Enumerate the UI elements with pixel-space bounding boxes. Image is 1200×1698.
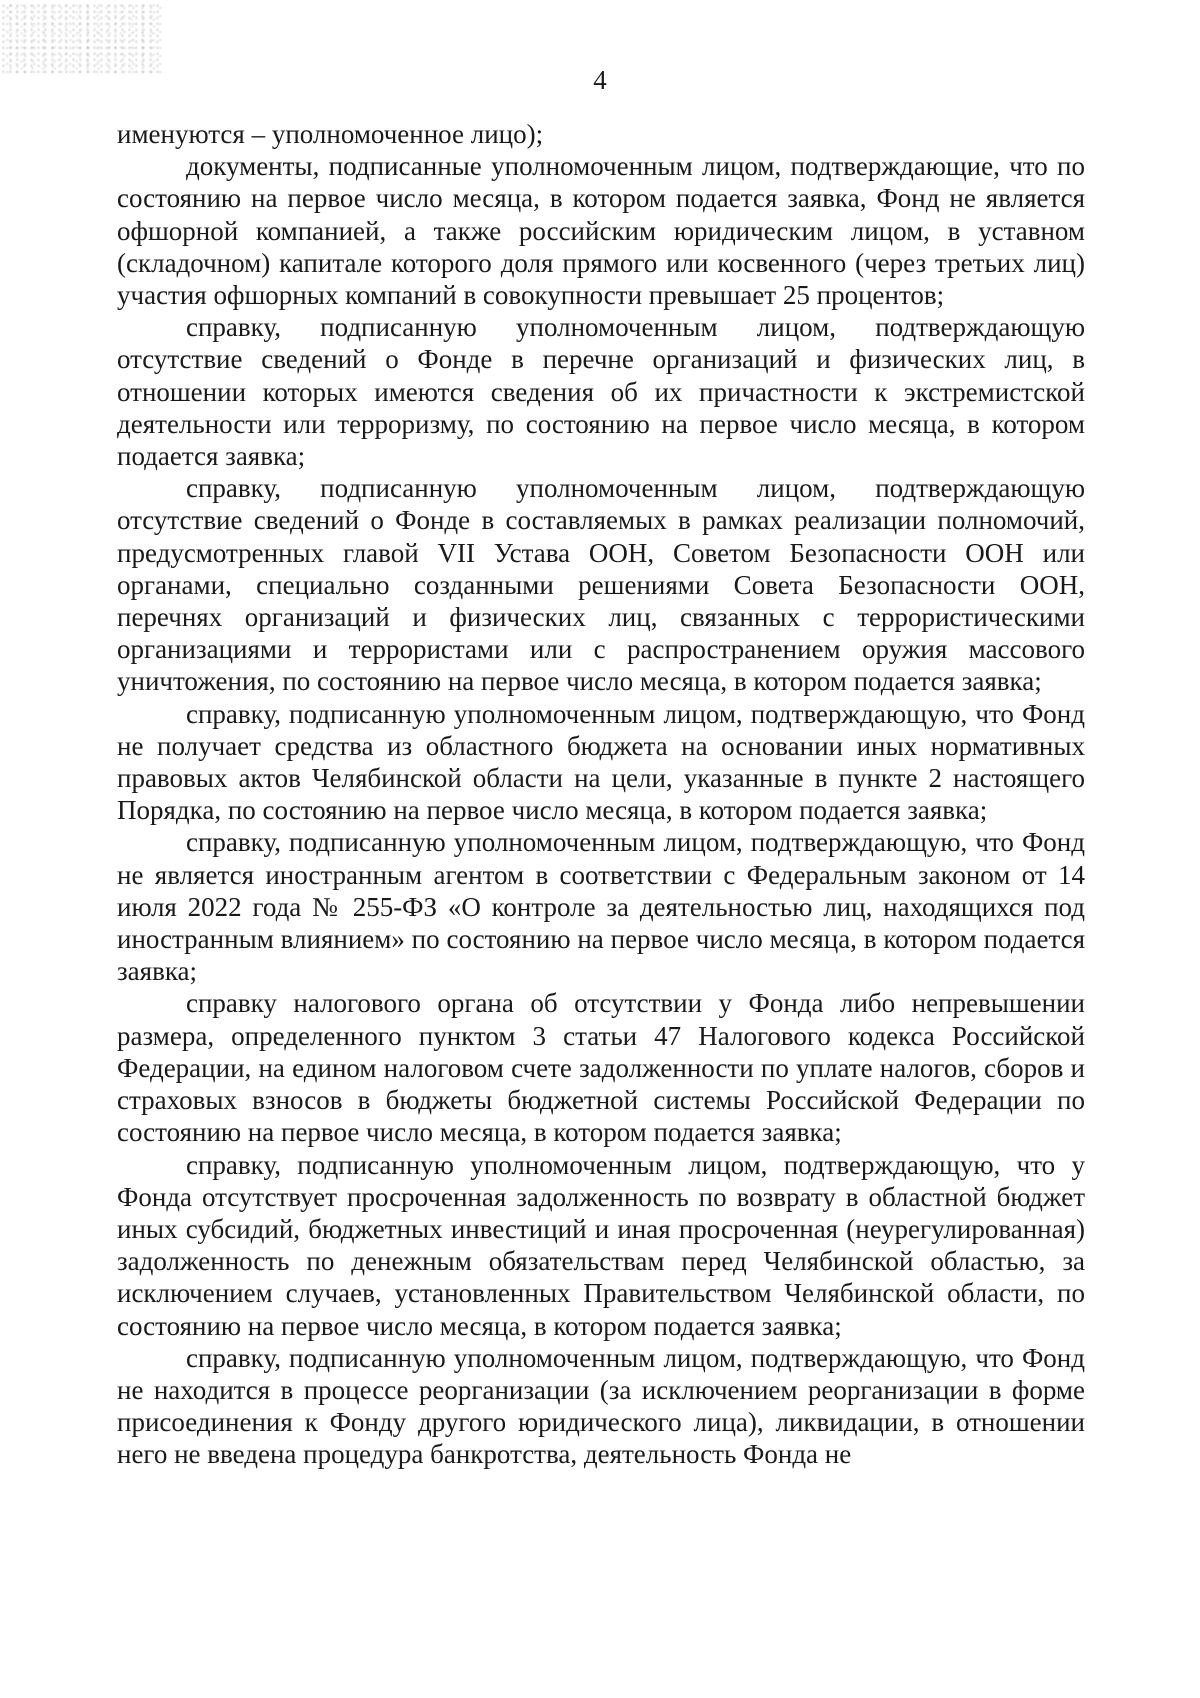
paragraph-offshore-documents: документы, подписанные уполномоченным лицом, подтверждающие, что по состоянию на первое число месяца, в котором подается заявка, Фонд не является офшорной компанией, а также российским юридическим лицом, в уставном (складочном) капитале которого доля прямого или косвенного (через третьих лиц) участия офшорных компаний в совокупности превышает 25 процентов; — [117, 151, 1085, 311]
paragraph-reorganization-certificate: справку, подписанную уполномоченным лицом, подтверждающую, что Фонд не находится в процессе реорганизации (за исключением реорганизации в форме присоединения к Фонду другого юридического лица), ликвидации, в отношении него не введена процедура банкротства, деятельность Фонда не — [117, 1342, 1085, 1470]
paragraph-extremism-certificate: справку, подписанную уполномоченным лицом, подтверждающую отсутствие сведений о Фонде в перечне организаций и физических лиц, в отношении которых имеются сведения об их причастности к экстремистской деятельности или терроризму, по состоянию на первое число месяца, в котором подается заявка; — [117, 312, 1085, 472]
document-body — [117, 118, 1085, 1471]
paragraph-continuation: именуются – уполномоченное лицо); — [117, 119, 544, 149]
paragraph-overdue-debt-certificate: справку, подписанную уполномоченным лицом, подтверждающую, что у Фонда отсутствует просроченная задолженность по возврату в областной бюджет иных субсидий, бюджетных инвестиций и иная просроченная (неурегулированная) задолженность по денежным обязательствам перед Челябинской областью, за исключением случаев, установленных Правительством Челябинской области, по состоянию на первое число месяца, в котором подается заявка; — [117, 1149, 1085, 1341]
paragraph-regional-budget-certificate: справку, подписанную уполномоченным лицом, подтверждающую, что Фонд не получает средства из областного бюджета на основании иных нормативных правовых актов Челябинской области на цели, указанные в пункте 2 настоящего Порядка, по состоянию на первое число месяца, в котором подается заявка; — [117, 698, 1085, 826]
paragraph-foreign-agent-certificate: справку, подписанную уполномоченным лицом, подтверждающую, что Фонд не является иностранным агентом в соответствии с Федеральным законом от 14 июля 2022 года № 255-ФЗ «О контроле за деятельностью лиц, находящихся под иностранным влиянием» по состоянию на первое число месяца, в котором подается заявка; — [117, 827, 1085, 987]
page-number: 4 — [593, 65, 607, 95]
paragraph-tax-certificate: справку налогового органа об отсутствии у Фонда либо непревышении размера, определенного пунктом 3 статьи 47 Налогового кодекса Российской Федерации, на едином налоговом счете задолженности по уплате налогов, сборов и страховых взносов в бюджеты бюджетной системы Российской Федерации по состоянию на первое число месяца, в котором подается заявка; — [117, 988, 1085, 1148]
paragraph-un-lists-certificate: справку, подписанную уполномоченным лицом, подтверждающую отсутствие сведений о Фонде в составляемых в рамках реализации полномочий, предусмотренных главой VII Устава ООН, Советом Безопасности ООН или органами, специально созданными решениями Совета Безопасности ООН, перечнях организаций и физических лиц, связанных с террористическими организациями и террористами или с распространением оружия массового уничтожения, по состоянию на первое число месяца, в котором подается заявка; — [117, 473, 1085, 697]
